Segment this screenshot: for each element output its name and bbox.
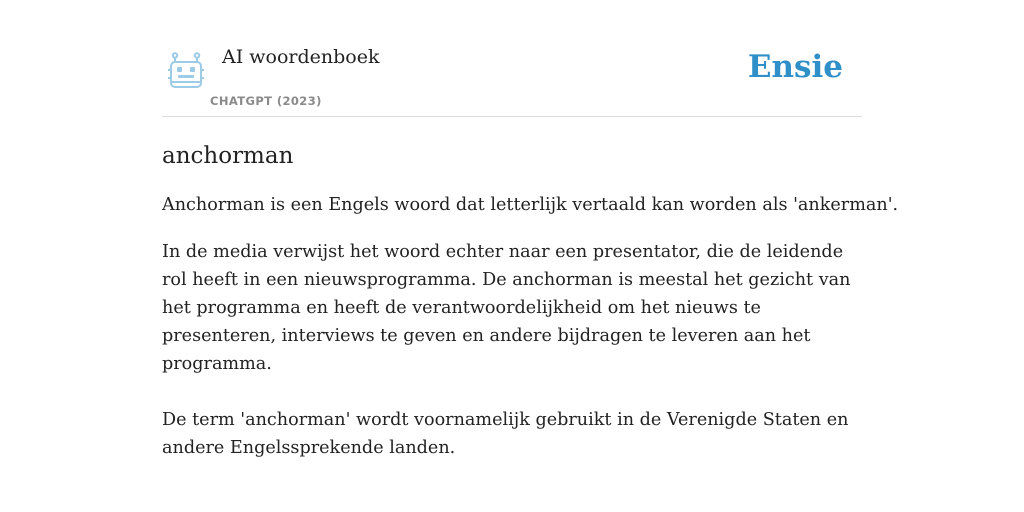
dictionary-source: CHATGPT (2023) <box>210 94 322 108</box>
definition-paragraph: De term 'anchorman' wordt voornamelijk gebruikt in de Verenigde Staten en andere Engelssprekende landen. <box>162 410 849 458</box>
page <box>162 0 899 462</box>
entry-definition <box>162 191 899 462</box>
entry-word: anchorman <box>162 143 294 169</box>
dictionary-title[interactable]: AI woordenboek <box>222 46 380 68</box>
definition-paragraph: Anchorman is een Engels woord dat letterlijk vertaald kan worden als 'ankerman'. <box>162 195 899 215</box>
definition-paragraph: In de media verwijst het woord echter naar een presentator, die de leidende rol heeft in een nieuwsprogramma. De anchorman is meestal het gezicht van het programma en heeft de verantwoordelijkheid om het nieuws te presenteren, interviews te geven en andere bijdragen te leveren aan het programma. <box>162 242 851 374</box>
robot-icon <box>166 52 206 90</box>
header <box>162 0 862 117</box>
ensie-logo[interactable]: Ensie <box>747 49 843 85</box>
